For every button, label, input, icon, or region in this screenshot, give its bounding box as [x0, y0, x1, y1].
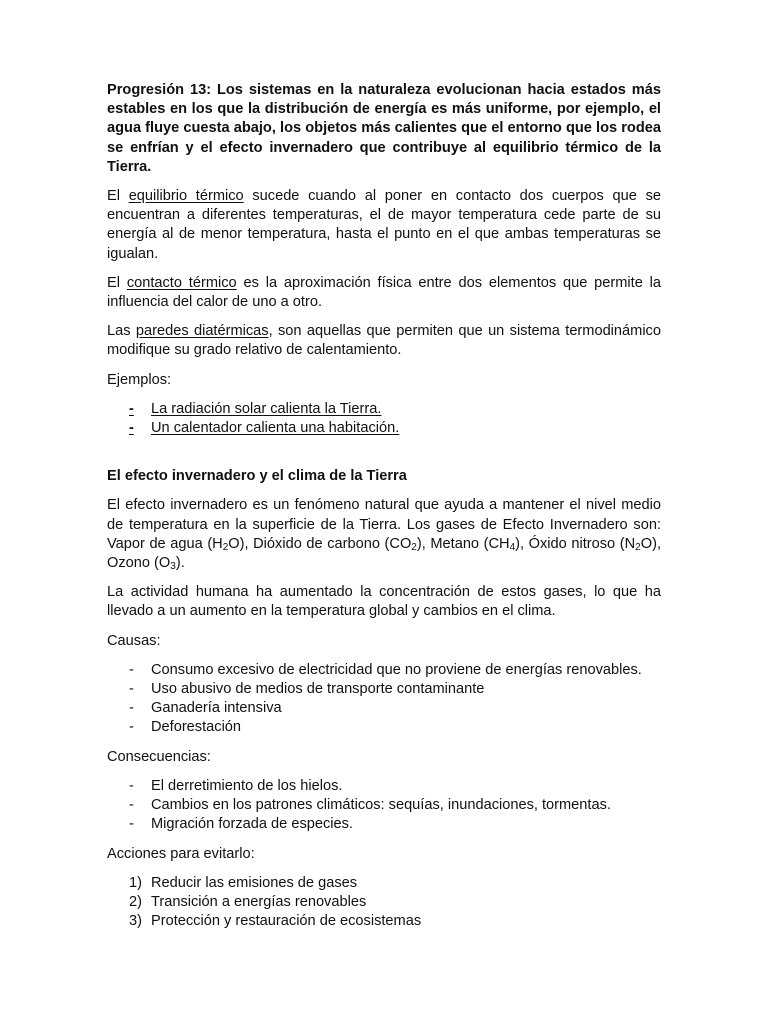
list-item	[107, 777, 661, 796]
progression-title: Progresión 13: Los sistemas en la naturaleza evolucionan hacia estados más estables en los que la distribución de energía es más uniforme, por ejemplo, el agua fluye cuesta abajo, los objetos más calientes que el entorno que los rodea se enfrían y el efecto invernadero que contribuye al equilibrio térmico de la Tierra.	[107, 82, 661, 175]
list-item-text: Uso abusivo de medios de transporte contaminante	[151, 681, 485, 698]
list-marker: -	[129, 777, 134, 794]
list-item-text: Consumo excesivo de electricidad que no proviene de energías renovables.	[151, 661, 642, 678]
list-marker: -	[129, 420, 134, 437]
list-item-text: Un calentador calienta una habitación.	[151, 420, 400, 437]
list-item-text: Transición a energías renovables	[151, 893, 367, 910]
list-marker: 2)	[129, 893, 142, 910]
ejemplos-label: Ejemplos:	[107, 371, 172, 388]
list-item	[107, 815, 661, 834]
gas-item: Vapor de agua $(H_2O)$,	[107, 535, 254, 553]
gas-item: Dióxido de carbono $(CO_2)$,	[253, 535, 431, 553]
contacto-prefix: El	[107, 274, 127, 291]
list-marker: 3)	[129, 913, 142, 930]
equilibrio-paragraph	[107, 187, 661, 264]
efecto-paragraph	[107, 496, 661, 573]
paredes-term: paredes diatérmicas	[135, 323, 269, 340]
list-item-text: Protección y restauración de ecosistemas	[151, 913, 422, 930]
list-item-text: El derretimiento de los hielos.	[151, 777, 343, 794]
list-marker: -	[129, 681, 134, 698]
list-item-text: Deforestación	[151, 719, 242, 736]
list-item	[107, 699, 661, 718]
contacto-term: contacto térmico	[126, 274, 237, 291]
list-item	[107, 912, 661, 931]
list-item	[107, 400, 661, 419]
causas-list	[107, 661, 661, 738]
equilibrio-rest: sucede cuando al poner en contacto dos cuerpos que se encuentran a diferentes temperaturas, el de mayor temperatura cede parte de su energía al de menor temperatura, hasta el punto en el que ambas temperaturas se igualan.	[107, 188, 661, 262]
list-item	[107, 718, 661, 737]
list-marker: -	[129, 661, 134, 678]
contacto-paragraph	[107, 274, 661, 312]
list-item-text: Migración forzada de especies.	[151, 816, 353, 833]
list-item	[107, 661, 661, 680]
list-item	[107, 419, 661, 438]
equilibrio-term: equilibrio térmico	[128, 188, 244, 205]
list-item	[107, 874, 661, 893]
paredes-rest: , son aquellas que permiten que un sistema termodinámico modifique su grado relativo de calentamiento.	[107, 323, 661, 359]
list-marker: -	[129, 797, 134, 814]
list-item	[107, 796, 661, 815]
contacto-rest: es la aproximación física entre dos elementos que permite la influencia del calor de uno a otro.	[107, 274, 662, 311]
equilibrio-prefix: El	[107, 188, 129, 205]
acciones-label: Acciones para evitarlo:	[107, 845, 255, 862]
efecto-intro: El efecto invernadero es un fenómeno natural que ayuda a mantener el nivel medio de temperatura en la superficie de la Tierra. Los gases de Efecto Invernadero son:	[107, 497, 661, 533]
gas-item: Óxido nitroso $(N_2O)$,	[528, 535, 661, 553]
consecuencias-list	[107, 777, 661, 835]
ejemplos-list	[107, 400, 661, 438]
document-page	[107, 81, 661, 931]
list-marker: -	[129, 700, 134, 717]
list-marker: -	[129, 719, 134, 736]
list-marker: -	[129, 816, 134, 833]
list-item-text: Ganadería intensiva	[151, 700, 282, 717]
list-marker: 1)	[129, 874, 142, 891]
actividad-paragraph: La actividad humana ha aumentado la concentración de estos gases, lo que ha llevado a un aumento en la temperatura global y cambios en el clima.	[107, 584, 661, 620]
list-item-text: Cambios en los patrones climáticos: sequías, inundaciones, tormentas.	[151, 797, 611, 814]
causas-label: Causas:	[107, 632, 161, 649]
paredes-paragraph	[107, 322, 661, 360]
section-heading: El efecto invernadero y el clima de la Tierra	[107, 468, 407, 485]
list-item	[107, 893, 661, 912]
list-item-text: Reducir las emisiones de gases	[151, 874, 358, 891]
list-item	[107, 680, 661, 699]
paredes-prefix: Las	[107, 323, 136, 340]
consecuencias-label: Consecuencias:	[107, 748, 211, 765]
list-marker: -	[129, 400, 134, 417]
acciones-list	[107, 874, 661, 932]
gas-item: Metano $(CH_4)$,	[430, 535, 529, 553]
list-item-text: La radiación solar calienta la Tierra.	[151, 400, 382, 417]
gas-item: Ozono $(O_3)$.	[107, 555, 185, 573]
